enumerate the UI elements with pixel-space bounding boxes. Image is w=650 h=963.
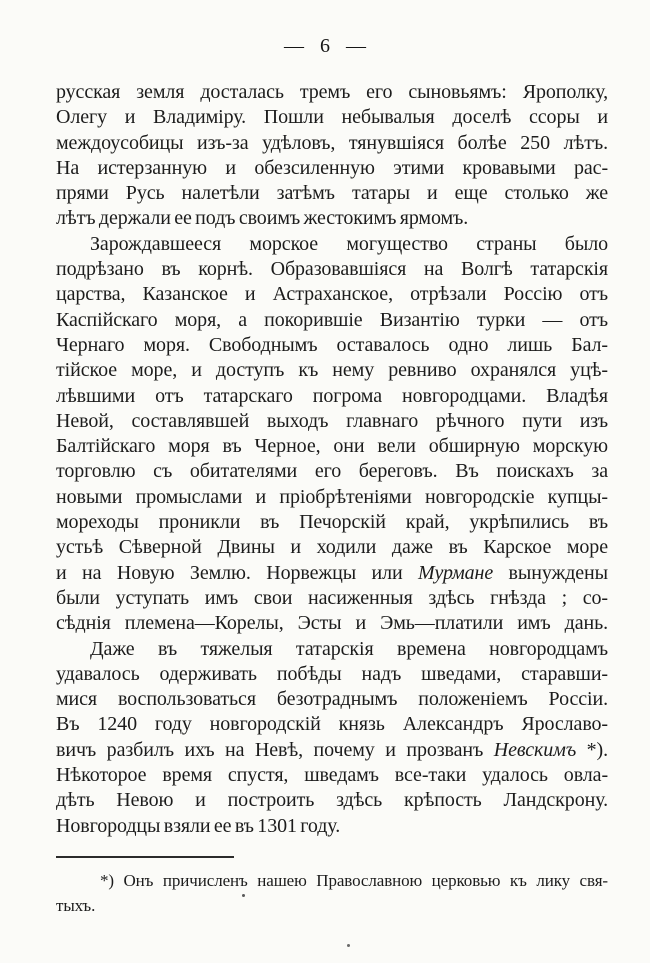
text-segment: новыми промыслами и пріобрѣтеніями новгородскіе купцы- [56,485,608,508]
text-line [56,131,608,156]
text-line [56,358,608,383]
text-line [56,232,608,257]
text-segment: Даже въ тяжелыя татарскія времена новгородцамъ [90,637,608,660]
text-segment: сѣднія племена—Корелы, Эсты и Эмь—платили имъ дань. [56,612,608,635]
text-line [56,80,608,105]
ink-speck [242,894,245,897]
text-line [56,105,608,130]
text-line [56,459,608,484]
text-line [56,894,608,919]
text-line [56,257,608,282]
text-line [56,586,608,611]
paragraph [56,80,608,232]
text-line [56,814,608,839]
text-line [56,156,608,181]
text-line [56,206,608,231]
text-line [56,510,608,535]
text-line [56,637,608,662]
text-line [56,409,608,434]
text-line [56,869,608,894]
text-line [56,333,608,358]
text-segment: удавалось одерживать побѣды надъ шведами, старавши- [56,662,608,685]
text-segment: Зарождавшееся морское могущество страны было [90,232,608,255]
text-segment: подрѣзано въ корнѣ. Образовавшіяся на Волгѣ татарскія [56,258,608,281]
body-text [56,80,608,839]
text-segment: Нѣкоторое время спустя, шведамъ все-таки удалось овла- [56,764,608,787]
text-segment: дѣть Невою и построить здѣсь крѣпость Ландскрону. [56,789,608,812]
text-segment: Балтійскаго моря въ Черное, они вели обширную морскую [56,435,608,458]
text-line [56,181,608,206]
page-header [0,34,650,58]
text-line [56,434,608,459]
text-segment: *) Онъ причисленъ нашею Православною церковью къ лику свя- [100,871,608,890]
paragraph [56,637,608,839]
text-segment: торговлю съ обитателями его береговъ. Въ поискахъ за [56,460,608,483]
footnote [56,869,608,918]
header-right-dash: — [346,35,366,57]
italic-text-segment: Мурмане [417,561,494,584]
text-line [56,282,608,307]
italic-text-segment: Невскимъ [493,738,577,761]
text-line [56,738,608,763]
text-line [56,384,608,409]
text-line [56,788,608,813]
text-segment: Невой, составлявшей выходъ главнаго рѣчного пути изъ [56,409,608,432]
text-segment: Чернаго моря. Свободнымъ оставалось одно лишь Бал- [56,333,608,356]
text-line [56,687,608,712]
text-segment: Олегу и Владиміру. Пошли небывалыя доселѣ ссоры и [56,106,608,129]
ink-speck [347,944,350,947]
text-segment: мореходы проникли въ Печорскій край, укрѣпились въ [56,511,608,534]
text-line [56,535,608,560]
footnote-rule [56,856,234,858]
text-segment: вынуждены [493,561,608,584]
text-segment: вичъ разбилъ ихъ на Невѣ, почему и прозванъ [56,738,494,761]
text-segment: мися воспользоваться безотраднымъ положеніемъ Россіи. [56,688,608,711]
text-segment: Каспійскаго моря, а покорившіе Византію турки — отъ [56,308,608,331]
text-line [56,712,608,737]
text-line [56,308,608,333]
text-segment: Новгородцы взяли ее въ 1301 году. [56,814,341,837]
text-segment: были уступать имъ свои насиженныя здѣсь гнѣзда ; со- [56,586,608,609]
paragraph [56,232,608,637]
text-segment: На истерзанную и обезсиленную этими кровавыми рас- [56,156,608,179]
header-left-dash: — [284,35,304,57]
text-segment: междоусобицы изъ-за удѣловъ, тянувшіяся болѣе 250 лѣтъ. [56,131,608,154]
text-segment: тыхъ. [56,895,96,915]
text-segment: русская земля досталась тремъ его сыновьямъ: Ярополку, [56,81,608,103]
text-segment: тійское море, и доступъ къ нему ревниво охранялся уцѣ- [56,359,608,382]
text-line [56,662,608,687]
text-segment: и на Новую Землю. Норвежцы или [56,561,418,584]
text-line [56,561,608,586]
text-segment: лѣвшими отъ татарскаго погрома новгородцами. Владѣя [56,384,608,407]
text-segment: *). [576,738,608,761]
text-segment: царства, Казанское и Астраханское, отрѣзали Россію отъ [56,283,608,306]
text-segment: Въ 1240 году новгородскій князь Александръ Ярославо- [56,713,608,736]
text-line [56,485,608,510]
text-segment: лѣтъ держали ее подъ своимъ жестокимъ ярмомъ. [56,207,469,230]
text-segment: прями Русь налетѣли затѣмъ татары и еще столько же [56,182,608,205]
text-segment: устьѣ Сѣверной Двины и ходили даже въ Карское море [56,536,608,559]
page-number: 6 [320,35,330,57]
text-line [56,763,608,788]
text-line [56,611,608,636]
